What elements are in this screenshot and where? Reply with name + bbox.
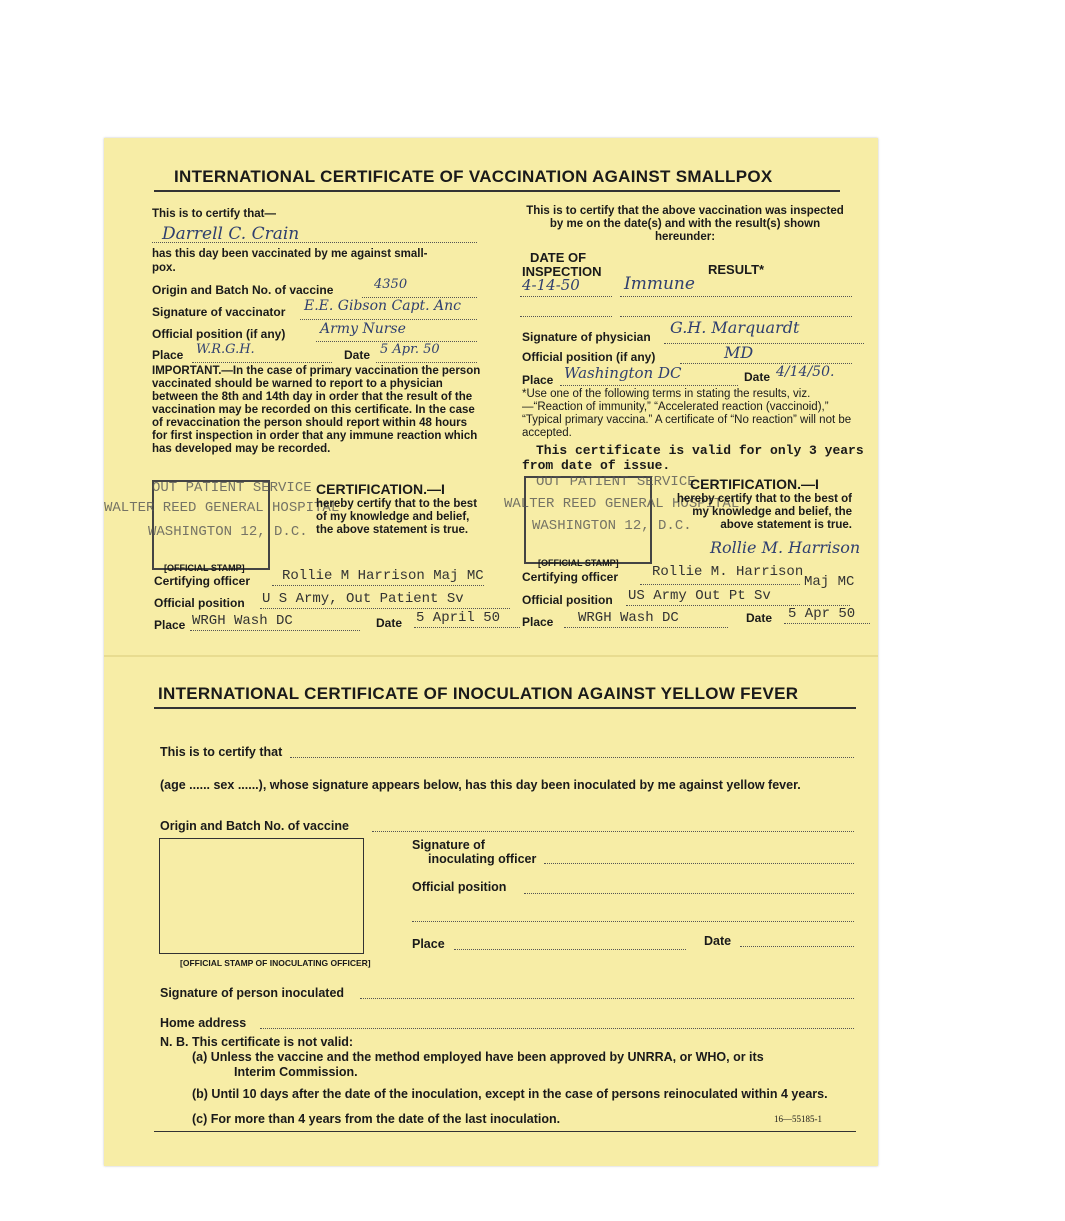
name-line xyxy=(152,242,477,243)
physician-signature: G.H. Marquardt xyxy=(670,318,800,337)
date-label: Date xyxy=(344,348,371,362)
yf-date-label: Date xyxy=(704,934,732,948)
right-place-value: WRGH Wash DC xyxy=(578,610,679,626)
certification-text: hereby certify that to the best of my knowledge and belief, the above statement is true. xyxy=(316,498,478,536)
yf-position-line-2 xyxy=(412,921,854,922)
date-of-heading: DATE OF xyxy=(530,250,587,265)
origin-label: Origin and Batch No. of vaccine xyxy=(152,283,334,297)
inspection-place-line xyxy=(560,385,738,386)
result-line-1 xyxy=(620,296,852,297)
inspection-date-value-2: 4/14/50. xyxy=(776,364,835,380)
vaccinator-signature: E.E. Gibson Capt. Anc xyxy=(304,298,462,314)
stamp-line-3: WASHINGTON 12, D.C. xyxy=(148,524,308,540)
yf-title-rule xyxy=(154,707,856,709)
yf-date-line xyxy=(740,946,854,947)
yf-certify-label: This is to certify that xyxy=(160,745,283,759)
right-date-value: 5 Apr 50 xyxy=(788,606,856,622)
cert-date-label: Date xyxy=(376,616,403,630)
cert-date-line xyxy=(414,627,520,628)
yf-bottom-rule xyxy=(154,1131,856,1132)
right-place-label: Place xyxy=(522,615,554,629)
yf-stamp-label: [OFFICIAL STAMP OF INOCULATING OFFICER] xyxy=(180,958,371,968)
inspection-date-label: Date xyxy=(744,370,771,384)
certification-heading: CERTIFICATION.—I xyxy=(316,481,445,497)
yf-nb-a-1: (a) Unless the vaccine and the method employed have been approved by UNRRA, or WHO, or its xyxy=(192,1050,764,1064)
cert-position-line xyxy=(260,608,510,609)
vaccinated-text-2: pox. xyxy=(152,262,176,274)
yf-position-line xyxy=(524,893,854,894)
valid-text-1: This certificate is valid for only 3 years xyxy=(536,443,864,458)
yf-age-line: (age ...... sex ......), whose signature appears below, has this day been inoculated by me against yellow fever. xyxy=(160,778,801,792)
origin-value: 4350 xyxy=(374,277,408,292)
vaccinator-line xyxy=(300,319,477,320)
stamp-right-line-2: WALTER REED GENERAL HOSPITAL xyxy=(504,496,740,512)
right-place-line xyxy=(564,627,728,628)
right-date-line xyxy=(784,623,870,624)
result-heading: RESULT* xyxy=(708,262,765,277)
inspection-line-2 xyxy=(520,316,612,317)
yf-sig-person-line xyxy=(360,998,854,999)
result-value: Immune xyxy=(624,274,695,294)
cert-place-label: Place xyxy=(154,618,186,632)
right-officer-label: Certifying officer xyxy=(522,570,619,584)
result-line-2 xyxy=(620,316,852,317)
right-officer-rank: Maj MC xyxy=(804,574,855,590)
stamp-line-2: WALTER REED GENERAL HOSPITAL xyxy=(104,500,340,516)
inspection-heading: INSPECTION xyxy=(522,264,602,279)
physician-label: Signature of physician xyxy=(522,330,651,344)
date-line xyxy=(376,362,477,363)
results-note: *Use one of the following terms in stating the results, viz.—“Reaction of immunity,” “Accelerated reaction (vaccinoid),” “Typical primary vaccina.” A certificate of “No reaction” will not be accepted. xyxy=(522,388,852,439)
inoculating-officer-stamp-box xyxy=(159,838,364,954)
yf-sig-person-label: Signature of person inoculated xyxy=(160,986,345,1000)
yf-place-line xyxy=(454,949,686,950)
inspection-certify-text: This is to certify that the above vaccination was inspected by me on the date(s) and with the result(s) shown hereunder: xyxy=(526,205,844,243)
fold-line xyxy=(104,655,878,657)
officer-line xyxy=(272,585,484,586)
yf-origin-label: Origin and Batch No. of vaccine xyxy=(160,819,349,833)
yf-name-line xyxy=(290,757,854,758)
yf-home-label: Home address xyxy=(160,1016,247,1030)
right-position-label: Official position xyxy=(522,593,613,607)
yf-nb-a-2: Interim Commission. xyxy=(234,1065,358,1079)
certify-text: This is to certify that— xyxy=(152,208,276,220)
physician-position-value: MD xyxy=(724,343,754,362)
smallpox-title: INTERNATIONAL CERTIFICATE OF VACCINATION AGAINST SMALLPOX xyxy=(174,167,773,186)
physician-position-label: Official position (if any) xyxy=(522,350,656,364)
place-line xyxy=(192,362,332,363)
right-officer-line xyxy=(640,584,800,585)
yellow-fever-title: INTERNATIONAL CERTIFICATE OF INOCULATION AGAINST YELLOW FEVER xyxy=(158,684,799,703)
important-note: IMPORTANT.—In the case of primary vaccination the person vaccinated should be warned to report to a physician between the 8th and 14th day in order that the result of the vaccination may be recorded on this certificate. In the case of revaccination the person should report within 48 hours for first inspection in order that any immune reaction which has developed may be recorded. xyxy=(152,365,481,455)
yf-nb-b: (b) Until 10 days after the date of the inoculation, except in the case of persons reinoculated within 4 years. xyxy=(192,1087,828,1101)
right-certification-text: hereby certify that to the best of my knowledge and belief, the above statement is true. xyxy=(676,493,852,531)
right-certification-heading: CERTIFICATION.—I xyxy=(690,476,819,492)
inspection-place-value: Washington DC xyxy=(564,364,682,382)
stamp-right-line-3: WASHINGTON 12, D.C. xyxy=(532,518,692,534)
yf-position-label: Official position xyxy=(412,880,507,894)
cert-place-value: WRGH Wash DC xyxy=(192,613,293,629)
cert-position-label: Official position xyxy=(154,596,245,610)
stamp-right-label: [OFFICIAL STAMP] xyxy=(538,558,619,568)
stamp-line-1: OUT PATIENT SERVICE xyxy=(152,480,312,496)
yf-sig-officer-label-1: Signature of xyxy=(412,838,485,852)
yf-home-line xyxy=(260,1028,854,1029)
right-date-label: Date xyxy=(746,611,773,625)
date-value: 5 Apr. 50 xyxy=(380,342,440,357)
yf-origin-line xyxy=(372,831,854,832)
inspection-place-label: Place xyxy=(522,373,554,387)
certificate-card xyxy=(104,138,878,1166)
right-officer-value: Rollie M. Harrison xyxy=(652,564,804,580)
certifying-officer-value: Rollie M Harrison Maj MC xyxy=(282,568,484,584)
title-rule xyxy=(154,190,840,192)
certifying-officer-label: Certifying officer xyxy=(154,574,251,588)
yf-place-label: Place xyxy=(412,937,445,951)
vaccinee-name: Darrell C. Crain xyxy=(162,224,300,244)
stamp-label: [OFFICIAL STAMP] xyxy=(164,563,245,573)
yf-sig-officer-label-2: inoculating officer xyxy=(428,852,537,866)
inspection-date-value: 4-14-50 xyxy=(522,276,580,294)
physician-line xyxy=(664,343,864,344)
place-label: Place xyxy=(152,348,184,362)
yf-nb-label: N. B. This certificate is not valid: xyxy=(160,1035,354,1049)
yf-nb-c: (c) For more than 4 years from the date of the last inoculation. xyxy=(192,1112,561,1126)
position-label: Official position (if any) xyxy=(152,327,286,341)
cert-place-line xyxy=(190,630,360,631)
cert-date-value: 5 April 50 xyxy=(416,610,501,626)
cert-position-value: U S Army, Out Patient Sv xyxy=(262,591,464,607)
vaccinator-label: Signature of vaccinator xyxy=(152,305,286,319)
stamp-right-line-1: OUT PATIENT SERVICE xyxy=(536,474,696,490)
yf-sig-officer-line xyxy=(544,863,854,864)
form-number: 16—55185-1 xyxy=(774,1114,822,1124)
vaccinated-text-1: has this day been vaccinated by me against small- xyxy=(152,248,428,260)
position-value: Army Nurse xyxy=(320,321,406,337)
right-certifier-signature: Rollie M. Harrison xyxy=(710,538,861,557)
inspection-line-1 xyxy=(520,296,612,297)
right-position-value: US Army Out Pt Sv xyxy=(628,588,771,604)
place-value: W.R.G.H. xyxy=(196,342,255,357)
valid-text-2: from date of issue. xyxy=(522,458,671,473)
